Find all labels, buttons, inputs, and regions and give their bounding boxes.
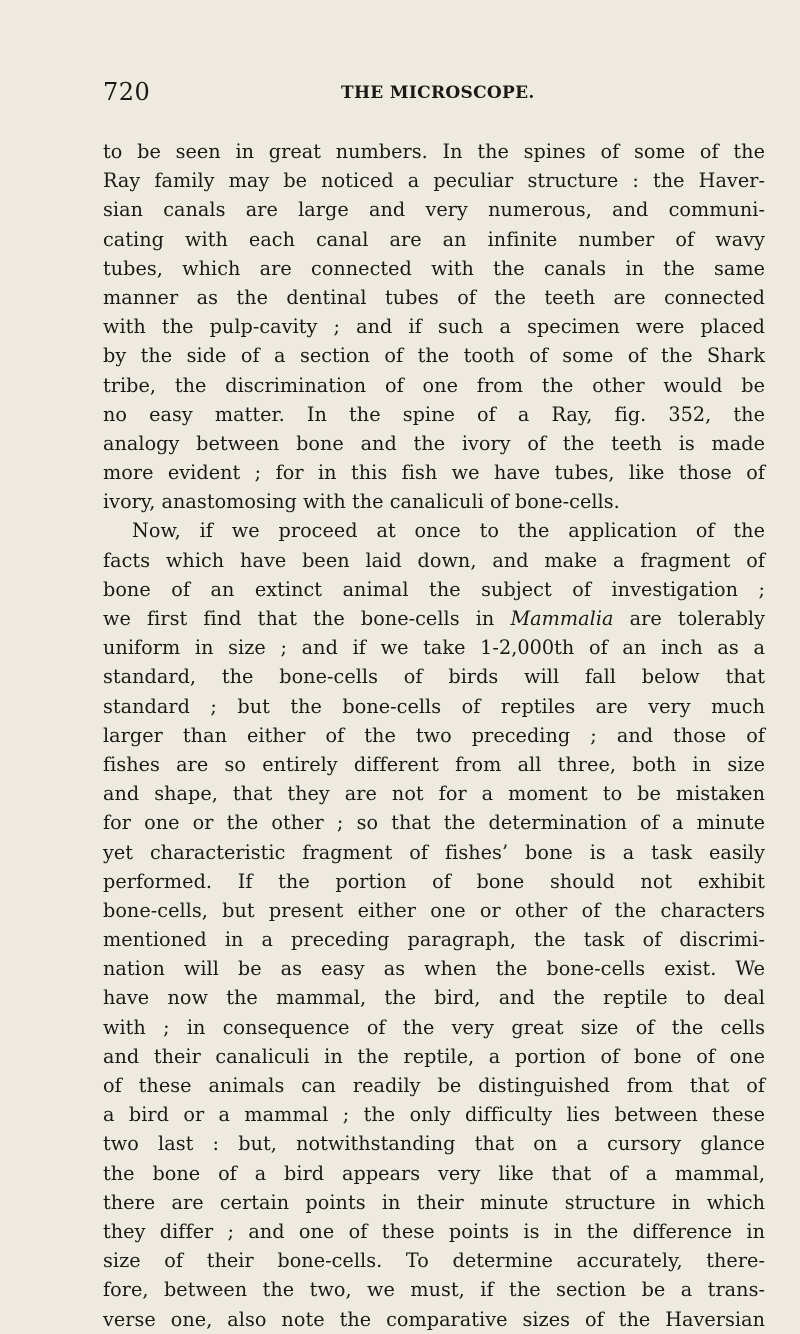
paragraph-start-line: Now, if we proceed at once to the application of the — [132, 519, 765, 543]
text-line: size of their bone-cells. To determine accurately, there- — [103, 1249, 765, 1273]
italic-term: Mammalia — [510, 607, 614, 630]
text-line: mentioned in a preceding paragraph, the task of discrimi- — [103, 928, 765, 952]
text-line: cating with each canal are an infinite number of wavy — [103, 227, 765, 251]
text-line: sian canals are large and very numerous, and communi- — [103, 198, 765, 222]
text-line: for one or the other ; so that the determination of a minute — [103, 811, 765, 835]
text-line: bone of an extinct animal the subject of investigation ; — [103, 577, 765, 601]
text-line: fore, between the two, we must, if the section be a trans- — [103, 1278, 765, 1302]
text-line: performed. If the portion of bone should not exhibit — [103, 869, 765, 893]
text-line: the bone of a bird appears very like that of a mammal, — [103, 1161, 765, 1185]
text-line: yet characteristic fragment of fishes’ bone is a task easily — [103, 840, 765, 864]
text-line: manner as the dentinal tubes of the teeth are connected — [103, 285, 765, 309]
text-line: with the pulp-cavity ; and if such a specimen were placed — [103, 315, 765, 339]
text-line: two last : but, notwithstanding that on a cursory glance — [103, 1132, 765, 1156]
body-text — [103, 137, 765, 1334]
text-line: they differ ; and one of these points is in the difference in — [103, 1219, 765, 1243]
text-fragment: we first find that the bone-cells in — [103, 607, 511, 630]
text-line: a bird or a mammal ; the only difficulty lies between these — [103, 1103, 765, 1127]
text-line: by the side of a section of the tooth of some of the Shark — [103, 344, 765, 368]
running-title: THE MICROSCOPE. — [341, 83, 535, 103]
text-line: fishes are so entirely different from all three, both in size — [103, 752, 765, 776]
text-line: bone-cells, but present either one or other of the characters — [103, 898, 765, 922]
text-line: and shape, that they are not for a moment to be mistaken — [103, 782, 765, 806]
text-line: nation will be as easy as when the bone-cells exist. We — [103, 957, 765, 981]
text-line: tribe, the discrimination of one from the other would be — [103, 373, 765, 397]
text-line: of these animals can readily be distinguished from that of — [103, 1074, 765, 1097]
text-line: analogy between bone and the ivory of the teeth is made — [103, 431, 765, 455]
text-line: there are certain points in their minute structure in which — [103, 1190, 765, 1214]
text-line: no easy matter. In the spine of a Ray, fig. 352, the — [103, 402, 765, 426]
page-number: 720 — [103, 78, 151, 106]
text-line: more evident ; for in this fish we have tubes, like those of — [103, 461, 765, 485]
text-line: uniform in size ; and if we take 1-2,000th of an inch as a — [103, 636, 765, 660]
text-line: tubes, which are connected with the canals in the same — [103, 256, 765, 280]
text-line: facts which have been laid down, and make a fragment of — [103, 548, 765, 572]
text-line-with-italic — [103, 604, 765, 633]
text-line: have now the mammal, the bird, and the reptile to deal — [103, 986, 765, 1010]
paragraph-last-line: ivory, anastomosing with the canaliculi of bone-cells. — [103, 490, 620, 514]
text-line: with ; in consequence of the very great size of the cells — [103, 1015, 765, 1039]
text-fragment: are tolerably — [613, 607, 765, 630]
text-line: Ray family may be noticed a peculiar structure : the Haver- — [103, 169, 765, 193]
text-line: larger than either of the two preceding ; and those of — [103, 723, 765, 747]
page-header — [0, 80, 800, 110]
text-line: and their canaliculi in the reptile, a portion of bone of one — [103, 1044, 765, 1068]
text-line: verse one, also note the comparative sizes of the Haversian — [103, 1307, 765, 1331]
text-line: standard, the bone-cells of birds will fall below that — [103, 665, 765, 689]
text-line: to be seen in great numbers. In the spines of some of the — [103, 140, 765, 163]
text-line: standard ; but the bone-cells of reptiles are very much — [103, 694, 765, 718]
